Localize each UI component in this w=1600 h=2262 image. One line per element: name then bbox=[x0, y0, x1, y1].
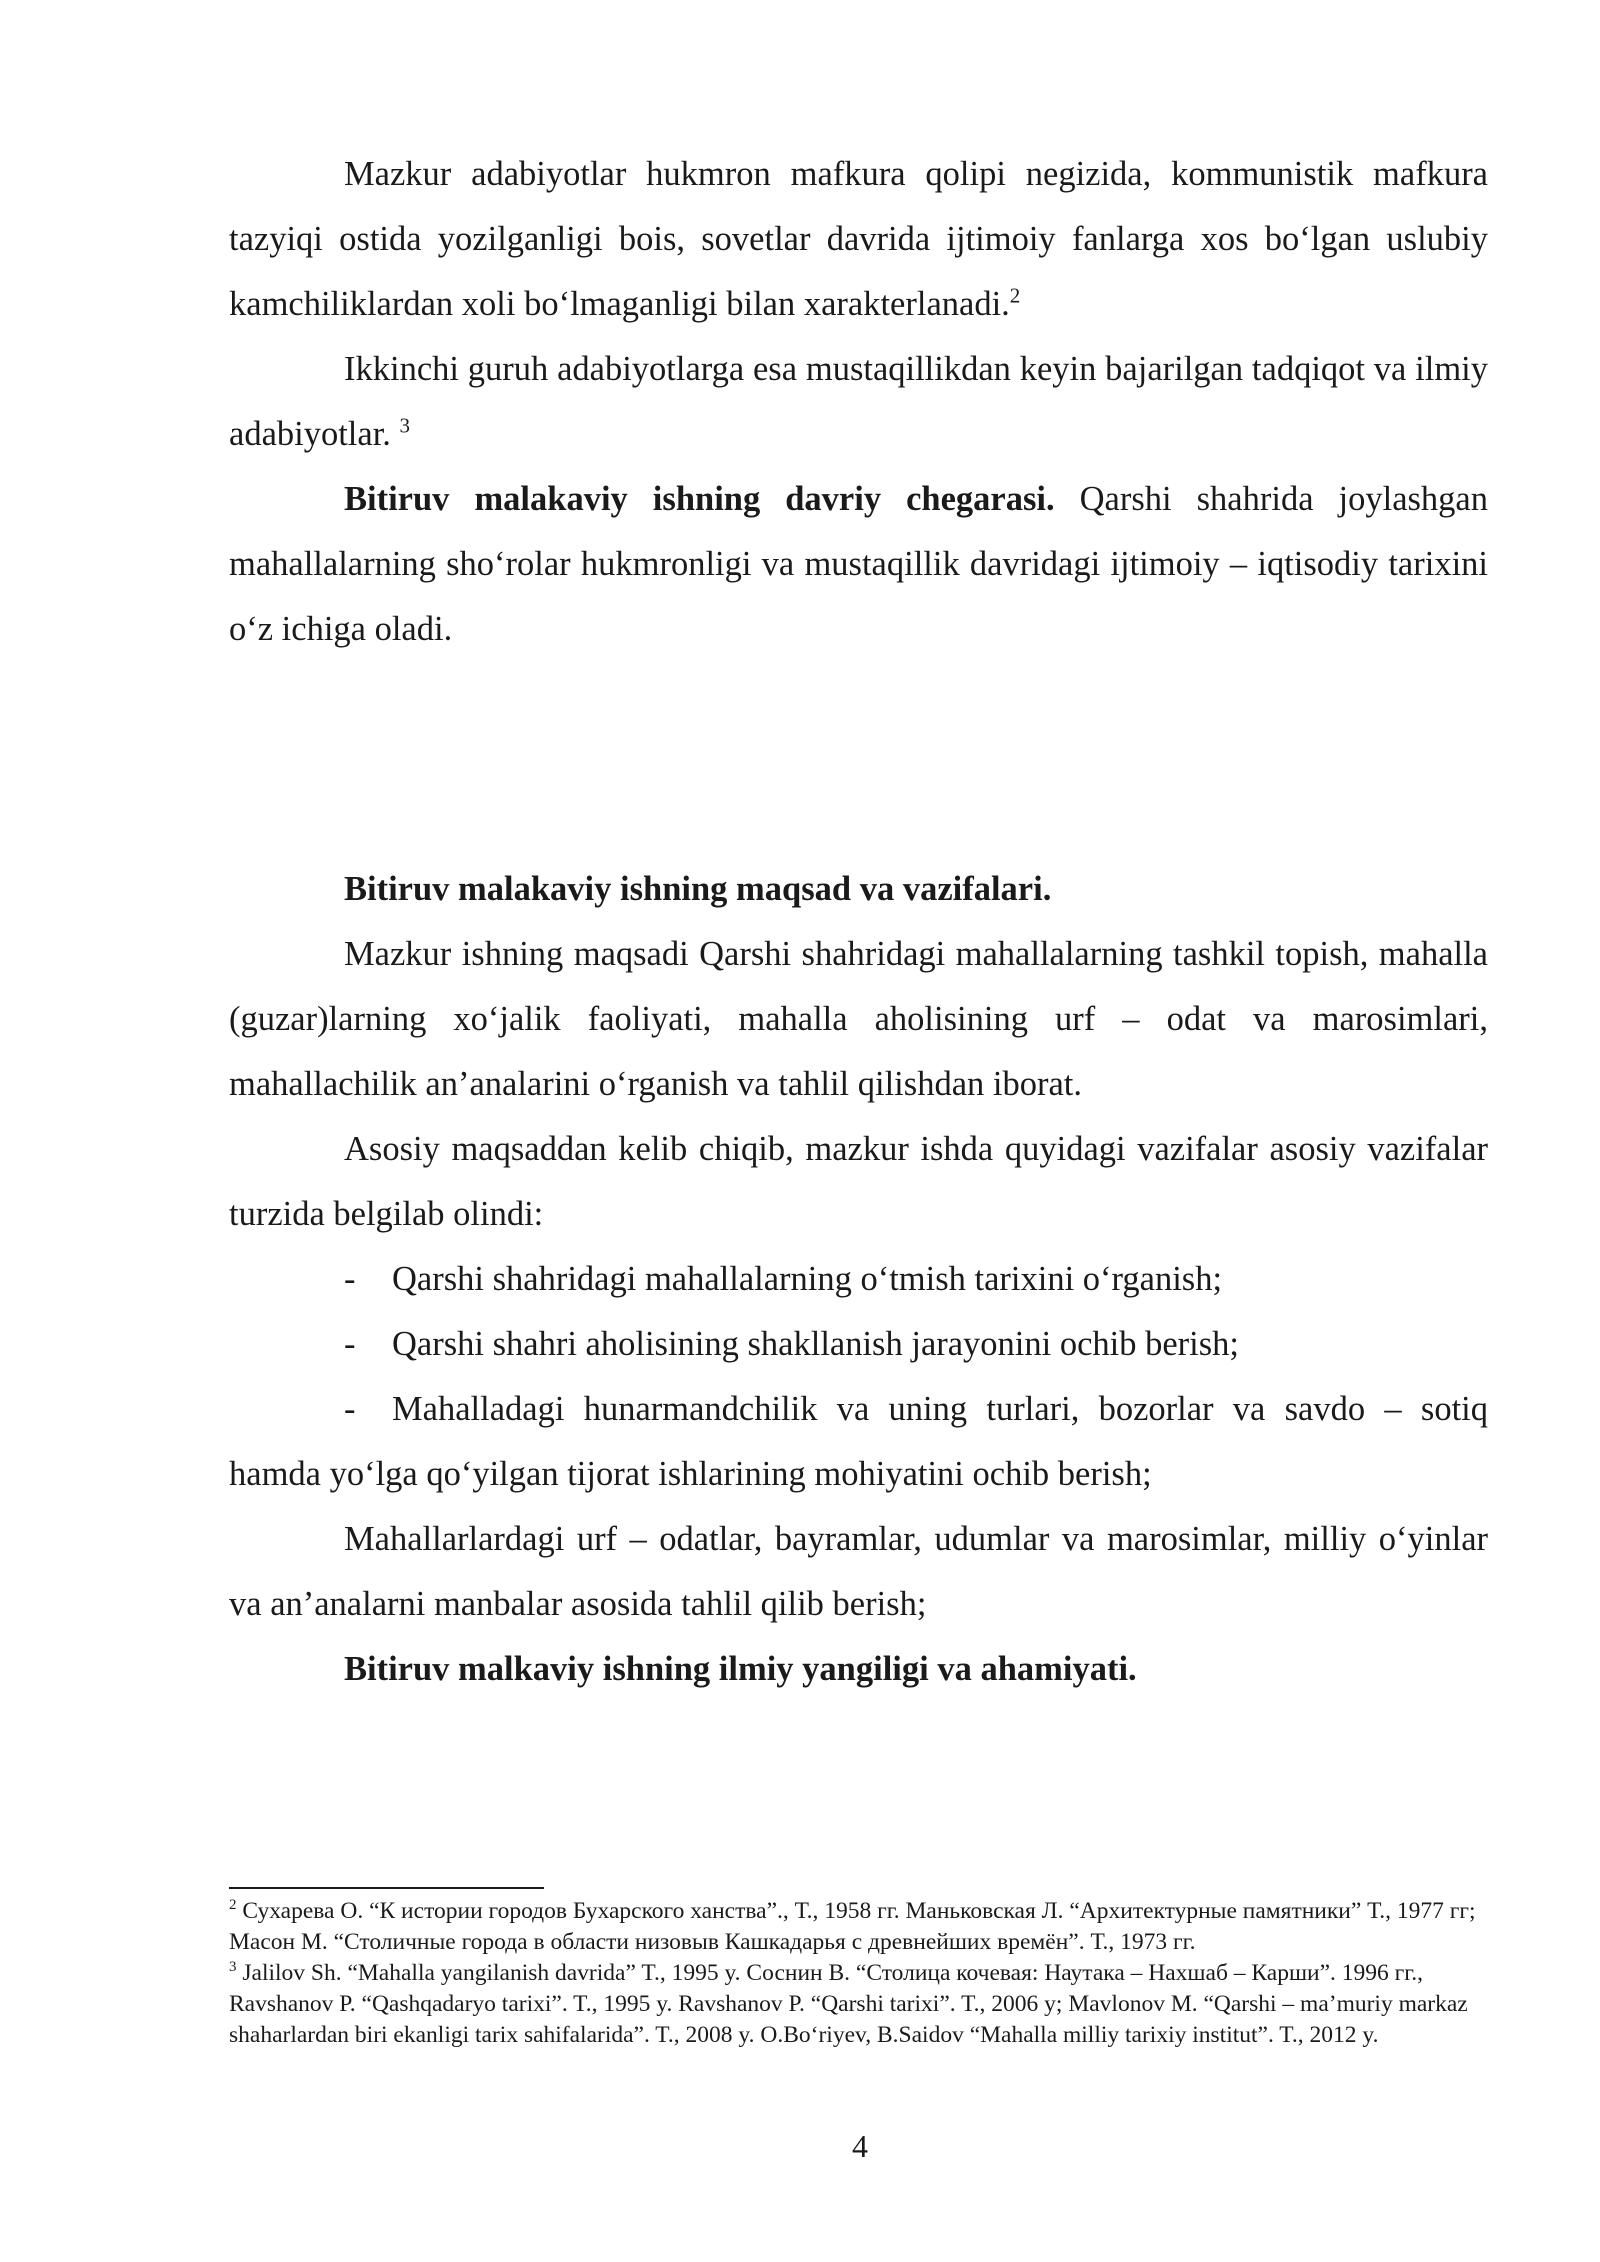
heading-goals: Bitiruv malakaviy ishning maqsad va vazifalari. bbox=[344, 870, 1052, 908]
body-text bbox=[229, 142, 1488, 1702]
paragraph-goal: Mazkur ishning maqsadi Qarshi shahridagi mahallalarning tashkil topish, mahalla (guzar)larning xo‘jalik faoliyati, mahalla aholisining urf – odat va marosimlari, mahallachilik an’analarini o‘rganish va tahlil qilishdan iborat. bbox=[229, 935, 1488, 1103]
section-spacer bbox=[229, 662, 1488, 857]
dash-marker: - bbox=[344, 1260, 356, 1298]
task-item: - Qarshi shahridagi mahallalarning o‘tmish tarixini o‘rganish; bbox=[229, 1247, 1488, 1312]
footnote-2: $^2$ Сухарева О. “К истории городов Бухарского ханства”., Т., 1958 гг. Маньковская Л. “Архитектурные памятники” Т., 1977 гг; Масон М. “Столичные города в области низовыв Кашкадарья с древнейших времён”. Т., 1973 гг. bbox=[229, 1897, 1476, 1955]
dash-marker: - bbox=[344, 1325, 356, 1363]
task-item: - Mahalladagi hunarmandchilik va uning turlari, bozorlar va savdo – sotiq hamda yo‘lga qo‘yilgan tijorat ishlarining mohiyatini ochib berish; bbox=[229, 1377, 1488, 1507]
footnote-ref-3[interactable]: 3 bbox=[399, 413, 411, 438]
footnote-number: 2 bbox=[229, 1897, 237, 1914]
paragraph-customs: Mahallarlardagi urf – odatlar, bayramlar, udumlar va marosimlar, milliy o‘yinlar va an’analarni manbalar asosida tahlil qilib berish; bbox=[229, 1520, 1488, 1623]
period-heading: Bitiruv malakaviy ishning davriy chegarasi. bbox=[344, 480, 1055, 518]
heading-novelty: Bitiruv malkaviy ishning ilmiy yangiligi va ahamiyati. bbox=[344, 1650, 1137, 1688]
page-number: 4 bbox=[852, 2128, 868, 2164]
footnotes bbox=[229, 1896, 1488, 2051]
paragraph-tasks-intro: Asosiy maqsaddan kelib chiqib, mazkur ishda quyidagi vazifalar asosiy vazifalar turzida belgilab olindi: bbox=[229, 1130, 1488, 1233]
task-item: - Qarshi shahri aholisining shakllanish jarayonini ochib berish; bbox=[229, 1312, 1488, 1377]
paragraph-literature-independence: Ikkinchi guruh adabiyotlarga esa mustaqillikdan keyin bajarilgan tadqiqot va ilmiy adabiyotlar. $^3$ bbox=[229, 350, 1488, 453]
paragraph-period-scope: Bitiruv malakaviy ishning davriy chegarasi. Qarshi shahrida joylashgan mahallalarning sho‘rolar hukmronligi va mustaqillik davridagi ijtimoiy – iqtisodiy tarixini o‘z ichiga oladi. bbox=[229, 480, 1488, 648]
footnote-separator bbox=[229, 1887, 544, 1889]
dash-marker: - bbox=[344, 1390, 356, 1428]
paragraph-literature-soviet: Mazkur adabiyotlar hukmron mafkura qolipi negizida, kommunistik mafkura tazyiqi ostida yozilganligi bois, sovetlar davrida ijtimoiy fanlarga xos bo‘lgan uslubiy kamchiliklardan xoli bo‘lmaganligi bilan xarakterlanadi.$^2$ bbox=[229, 155, 1488, 323]
footnote-ref-2[interactable]: 2 bbox=[1009, 283, 1021, 308]
footnote-number: 3 bbox=[229, 1959, 237, 1976]
footnote-3: $^3$ Jalilov Sh. “Mahalla yangilanish davrida” T., 1995 y. Соснин В. “Столица кочевая: Наутака – Нахшаб – Карши”. 1996 гг., Ravshanov P. “Qashqadaryo tarixi”. T., 1995 y. Ravshanov P. “Qarshi tarixi”. T., 2006 y; Mavlonov M. “Qarshi – ma’muriy markaz shaharlardan biri ekanligi tarix sahifalarida”. T., 2008 y. O.Bo‘riyev, B.Saidov “Mahalla milliy tarixiy institut”. T., 2012 y. bbox=[229, 1959, 1468, 2048]
